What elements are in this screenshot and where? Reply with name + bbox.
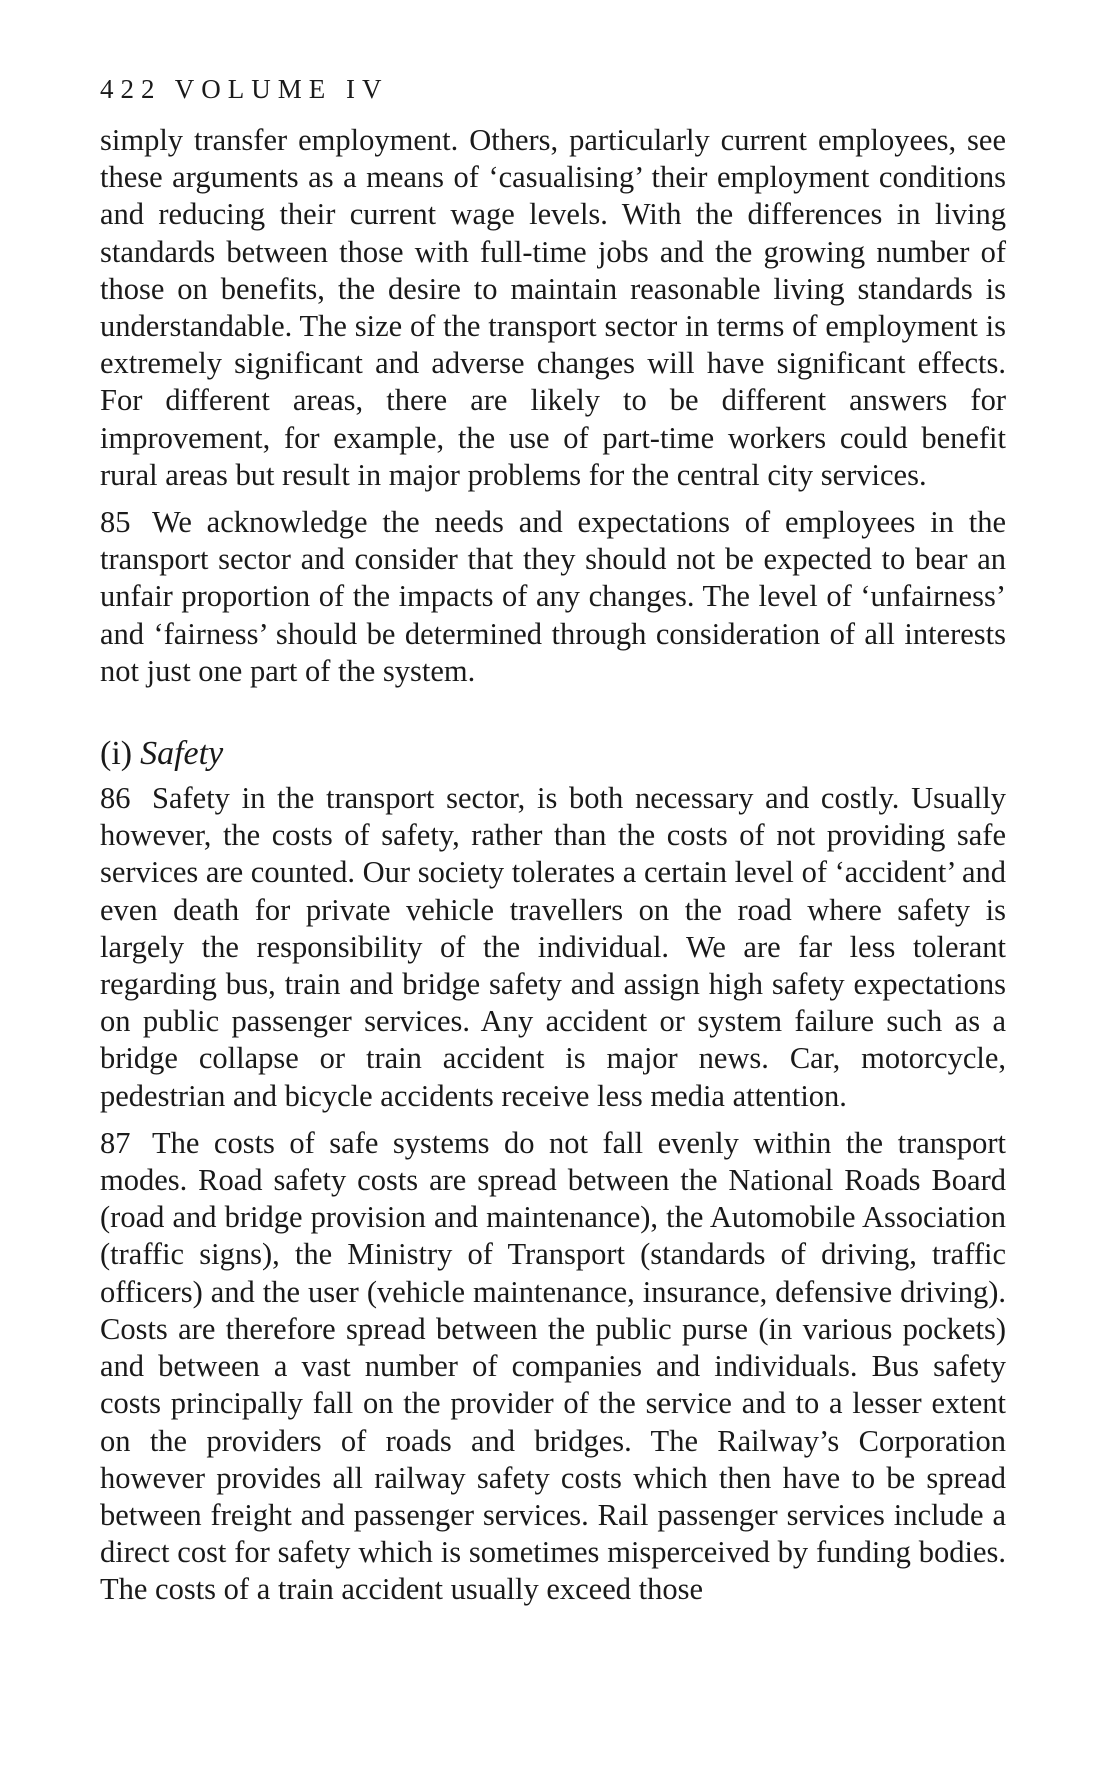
paragraph-text: We acknowledge the needs and expectations of employees in the transport sector and consider that they should not be expected to bear an unfair proportion of the impacts of any changes. The level of ‘unfairness’ and ‘fairness’ should be determined through consideration of all interests not just one part of the system. xyxy=(100,505,1006,688)
section-heading-safety xyxy=(100,734,1006,774)
section-label: (i) xyxy=(100,735,133,773)
paragraph-86 xyxy=(100,780,1006,1115)
paragraph-number: 87 xyxy=(100,1125,131,1160)
paragraph-text: The costs of safe systems do not fall evenly within the transport modes. Road safety costs are spread between the National Roads Board (road and bridge provision and maintenance), the Automobile Association (traffic signs), the Ministry of Transport (standards of driving, traffic officers) and the user (vehicle maintenance, insurance, defensive driving). Costs are therefore spread between the public purse (in various pockets) and between a vast number of companies and individuals. Bus safety costs principally fall on the provider of the service and to a lesser extent on the providers of roads and bridges. The Railway’s Corporation however provides all railway safety costs which then have to be spread between freight and passenger services. Rail passenger services include a direct cost for safety which is sometimes misperceived by funding bodies. The costs of a train accident usually exceed those xyxy=(100,1125,1006,1607)
section-title: Safety xyxy=(140,735,224,773)
paragraph-text: Safety in the transport sector, is both necessary and costly. Usually however, the costs of safety, rather than the costs of not providing safe services are counted. Our society tolerates a certain level of ‘accident’ and even death for private vehicle travellers on the road where safety is largely the responsibility of the individual. We are far less tolerant regarding bus, train and bridge safety and assign high safety expectations on public passenger services. Any accident or system failure such as a bridge collapse or train accident is major news. Car, motorcycle, pedestrian and bicycle accidents receive less media attention. xyxy=(100,781,1006,1113)
running-head: 422 VOLUME IV xyxy=(100,74,389,104)
paragraph-number: 86 xyxy=(100,781,131,816)
paragraph-continued xyxy=(100,122,1006,494)
document-page xyxy=(100,72,1006,1619)
paragraph-87 xyxy=(100,1125,1006,1609)
paragraph-85 xyxy=(100,504,1006,690)
paragraph-number: 85 xyxy=(100,505,131,540)
paragraph-text: simply transfer employment. Others, particularly current employees, see these arguments as a means of ‘casualising’ their employment conditions and reducing their current wage levels. With the differences in living standards between those with full-time jobs and the growing number of those on benefits, the desire to maintain reasonable living standards is understandable. The size of the transport sector in terms of employment is extremely significant and adverse changes will have significant effects. For different areas, there are likely to be different answers for improvement, for example, the use of part-time workers could benefit rural areas but result in major problems for the central city services. xyxy=(100,123,1006,492)
